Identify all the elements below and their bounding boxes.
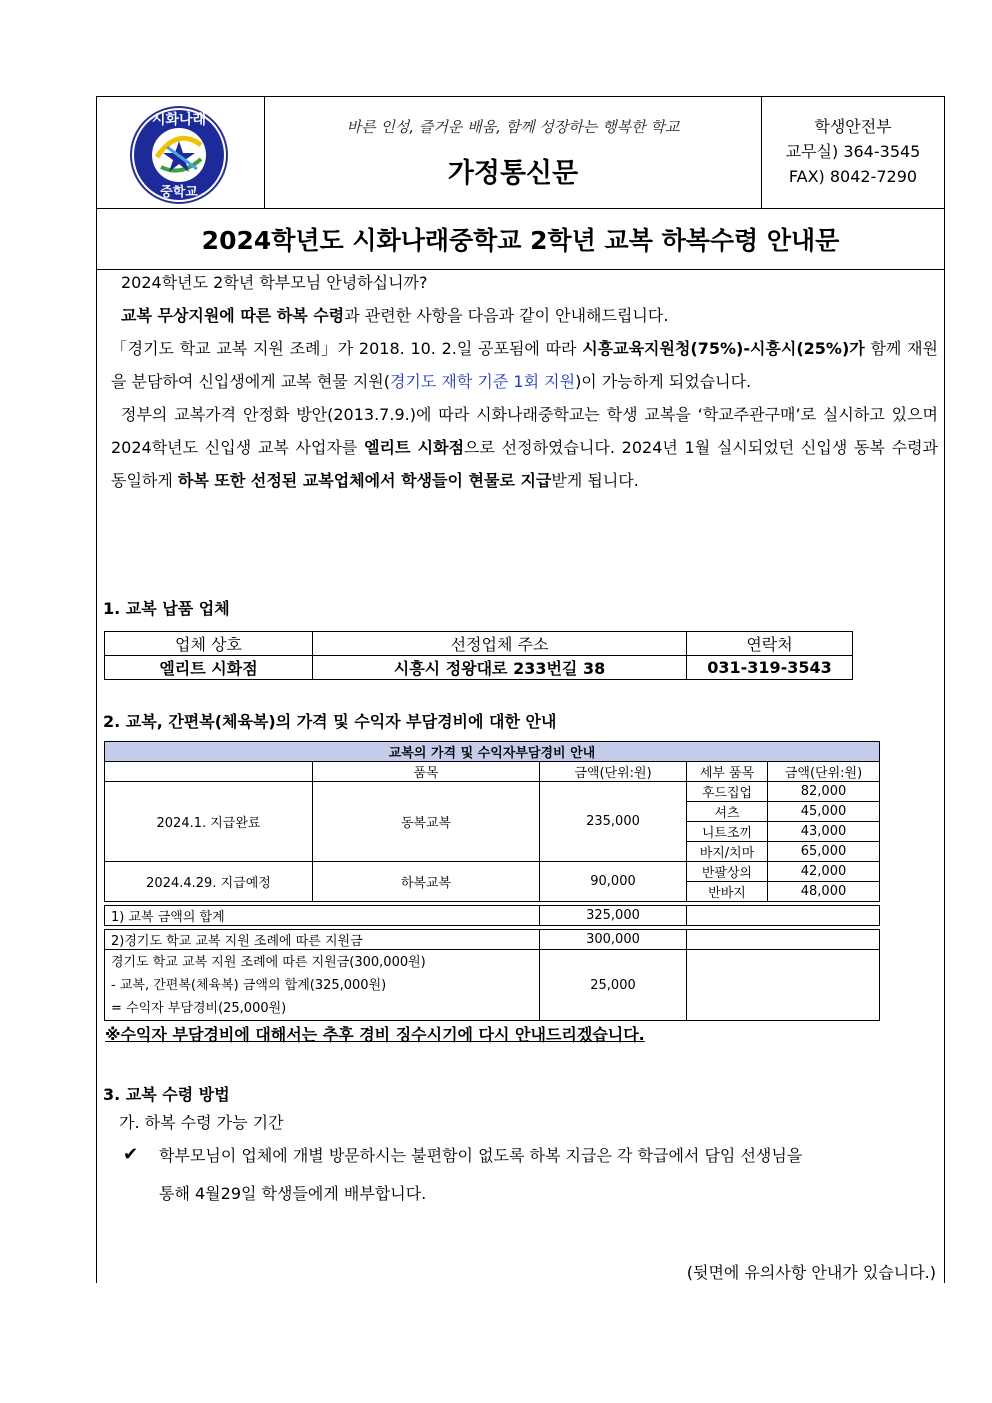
calc-cell xyxy=(105,950,540,1021)
vendor-col-address: 선정업체 주소 xyxy=(313,632,687,656)
col-item: 품목 xyxy=(313,762,540,782)
row2-amount: 90,000 xyxy=(540,862,687,902)
col-detail-amount: 금액(단위:원) xyxy=(768,762,880,782)
vendor-col-contact: 연락처 xyxy=(687,632,853,656)
policy-text: 정부의 교복가격 안정화 방안(2013.7.9.)에 따라 시화나래중학교는 학생 교복을 ‘학교주관구매’로 실시하고 있으며 2024학년도 신입생 교복 사업자를 xyxy=(111,405,938,457)
support-text: 함께 재원을 분담하여 신입생에게 교복 현물 지원( xyxy=(111,339,938,391)
detail-name: 셔츠 xyxy=(687,802,768,822)
vendor-header-row xyxy=(105,632,853,656)
intro-paragraph-3 xyxy=(97,398,944,497)
vendor-address: 시흥시 정왕대로 233번길 38 xyxy=(313,656,687,680)
intro-paragraph-2 xyxy=(97,332,944,398)
support-criteria: 경기도 재학 기준 1회 지원 xyxy=(389,372,576,391)
price-header-row xyxy=(105,762,880,782)
section-3-heading: 3. 교복 수령 방법 xyxy=(103,1085,230,1104)
price-table xyxy=(104,741,880,1021)
row2-item: 하복교복 xyxy=(313,862,540,902)
funding-ratio: 시흥교육지원청(75%)-시흥시(25%)가 xyxy=(582,339,865,358)
distribution-text xyxy=(159,1137,939,1213)
footer-note: (뒷면에 유의사항 안내가 있습니다.) xyxy=(686,1263,936,1282)
vendor-table xyxy=(104,631,853,680)
sum-row xyxy=(105,906,880,926)
support-label: 2)경기도 학교 교복 지원 조례에 따른 지원금 xyxy=(105,930,540,950)
policy-text-end: 받게 됩니다. xyxy=(551,471,639,490)
department-info xyxy=(762,97,944,208)
check-icon: ✔ xyxy=(123,1144,139,1165)
newsletter-label: 가정통신문 xyxy=(447,158,579,189)
distribution-line-2: 통해 4월29일 학생들에게 배부합니다. xyxy=(159,1184,427,1203)
detail-amount: 43,000 xyxy=(768,822,880,842)
logo-text-bottom: 중학교 xyxy=(160,185,198,200)
school-logo xyxy=(97,97,264,208)
calc-line-3: = 수익자 부담경비(25,000원) xyxy=(111,1001,287,1016)
row1-when: 2024.1. 지급완료 xyxy=(105,782,313,862)
detail-name: 반바지 xyxy=(687,882,768,902)
calc-row xyxy=(105,950,880,1021)
col-amount: 금액(단위:원) xyxy=(540,762,687,782)
detail-name: 바지/치마 xyxy=(687,842,768,862)
col-detail: 세부 품목 xyxy=(687,762,768,782)
row1-item: 동복교복 xyxy=(313,782,540,862)
support-row xyxy=(105,930,880,950)
intro-paragraph-1 xyxy=(97,299,944,332)
calc-line-1: 경기도 학교 교복 지원 조례에 따른 지원금(300,000원) xyxy=(111,955,426,970)
school-motto: 바른 인성, 즐거운 배움, 함께 성장하는 행복한 학교 xyxy=(346,118,680,136)
office-phone: 교무실) 364-3545 xyxy=(785,142,921,161)
support-amount: 300,000 xyxy=(540,930,687,950)
ordinance-text: 「경기도 학교 교복 지원 조례」가 2018. 10. 2.일 공포됨에 따라 xyxy=(111,339,583,358)
document-frame xyxy=(96,96,945,1283)
table-row xyxy=(105,782,880,802)
detail-amount: 82,000 xyxy=(768,782,880,802)
vendor-phone: 031-319-3543 xyxy=(687,656,853,680)
sum-label: 1) 교복 금액의 합계 xyxy=(105,906,540,926)
distribution-bold: 하복 또한 선정된 교복업체에서 학생들이 현물로 지급 xyxy=(177,471,552,490)
detail-name: 후드집업 xyxy=(687,782,768,802)
vendor-row xyxy=(105,656,853,680)
detail-amount: 42,000 xyxy=(768,862,880,882)
department-name: 학생안전부 xyxy=(814,117,892,136)
header xyxy=(97,97,944,209)
section-2-heading: 2. 교복, 간편복(체육복)의 가격 및 수익자 부담경비에 대한 안내 xyxy=(103,712,557,731)
document-body xyxy=(97,270,944,497)
logo-text-top: 시화나래 xyxy=(151,112,207,128)
detail-name: 반팔상의 xyxy=(687,862,768,882)
fax-number: FAX) 8042-7290 xyxy=(788,167,918,186)
detail-amount: 45,000 xyxy=(768,802,880,822)
section-3-sub: 가. 하복 수령 가능 기간 xyxy=(119,1113,284,1132)
table-row xyxy=(105,862,880,882)
calc-amount: 25,000 xyxy=(540,950,687,1021)
vendor-name: 엘리트 시화점 xyxy=(105,656,313,680)
support-text-end: )이 가능하게 되었습니다. xyxy=(575,372,752,391)
price-table-title: 교복의 가격 및 수익자부담경비 안내 xyxy=(105,742,880,762)
title-row xyxy=(97,209,944,270)
row1-amount: 235,000 xyxy=(540,782,687,862)
distribution-line-1: 학부모님이 업체에 개별 방문하시는 불편함이 없도록 하복 지급은 각 학급에서 담임 선생님을 xyxy=(159,1146,803,1165)
section-1-heading: 1. 교복 납품 업체 xyxy=(103,599,230,618)
document-title: 2024학년도 시화나래중학교 2학년 교복 하복수령 안내문 xyxy=(201,226,840,255)
greeting: 2024학년도 2학년 학부모님 안녕하십니까? xyxy=(121,273,428,292)
header-center xyxy=(265,97,762,208)
detail-amount: 65,000 xyxy=(768,842,880,862)
intro-text: 과 관련한 사항을 다음과 같이 안내해드립니다. xyxy=(344,306,669,325)
vendor-name-inline: 엘리트 시화점 xyxy=(364,438,465,457)
logo-cell xyxy=(97,97,265,208)
sum-amount: 325,000 xyxy=(540,906,687,926)
calc-line-2: - 교복, 간편복(체육복) 금액의 합계(325,000원) xyxy=(111,978,387,993)
row2-when: 2024.4.29. 지급예정 xyxy=(105,862,313,902)
vendor-col-name: 업체 상호 xyxy=(105,632,313,656)
expense-note: ※수익자 부담경비에 대해서는 추후 경비 징수시기에 다시 안내드리겠습니다. xyxy=(105,1025,645,1044)
detail-name: 니트조끼 xyxy=(687,822,768,842)
price-table-title-row xyxy=(105,742,880,762)
intro-bold: 교복 무상지원에 따른 하복 수령 xyxy=(121,306,345,325)
policy-text-2: 으로 선정하였습니다. 2024년 1월 실시되었던 신입생 동복 수령과 동일하게 xyxy=(111,438,939,490)
detail-amount: 48,000 xyxy=(768,882,880,902)
